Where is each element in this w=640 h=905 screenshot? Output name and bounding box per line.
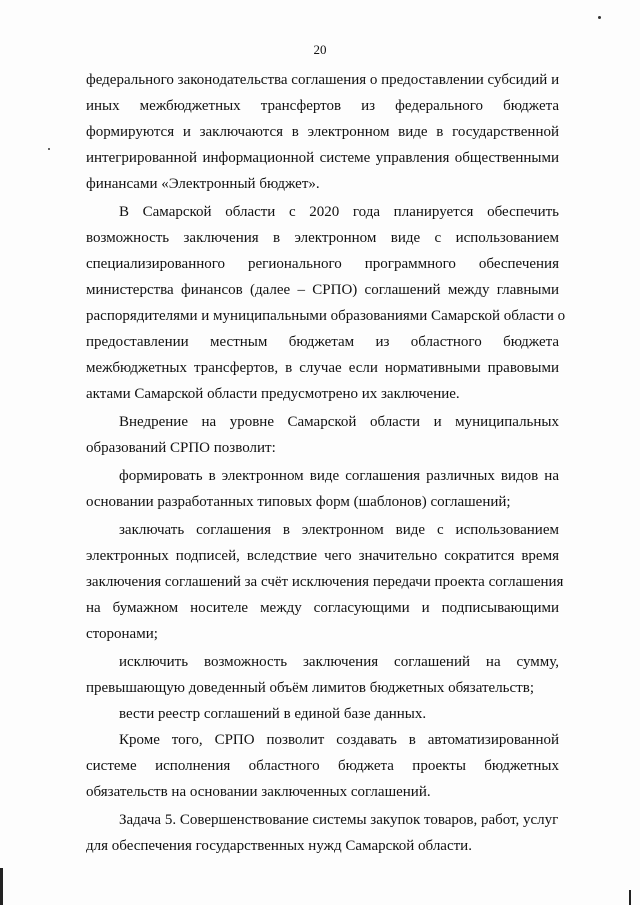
text-line: сторонами; — [86, 626, 158, 642]
text-line: обязательств на основании заключенных соглашений. — [86, 784, 431, 800]
paragraph-first-line: Задача 5. Совершенствование системы закупок товаров, работ, услуг — [119, 812, 559, 828]
text-line: предоставлении местным бюджетам из областного бюджета — [86, 334, 559, 350]
text-line: на бумажном носителе между согласующими и подписывающими — [86, 600, 559, 616]
text-line: финансами «Электронный бюджет». — [86, 176, 320, 192]
list-item-first-line: формировать в электронном виде соглашения различных видов на — [119, 468, 559, 484]
text-line: федерального законодательства соглашения о предоставлении субсидий и — [86, 72, 560, 88]
paragraph-first-line: Кроме того, СРПО позволит создавать в автоматизированной — [119, 732, 559, 748]
list-item-first-line: вести реестр соглашений в единой базе данных. — [119, 706, 427, 722]
text-line: превышающую доведенный объём лимитов бюджетных обязательств; — [86, 680, 534, 696]
text-line: формируются и заключаются в электронном виде в государственной — [86, 124, 559, 140]
text-line: распорядителями и муниципальными образованиями Самарской области о — [86, 308, 566, 324]
scan-edge-mark — [0, 868, 3, 905]
paragraph-first-line: Внедрение на уровне Самарской области и муниципальных — [119, 414, 559, 430]
text-line: электронных подписей, вследствие чего значительно сократится время — [86, 548, 559, 564]
text-line: для обеспечения государственных нужд Самарской области. — [86, 838, 472, 854]
text-line: заключения соглашений за счёт исключения передачи проекта соглашения — [86, 574, 564, 590]
list-item-first-line: исключить возможность заключения соглашений на сумму, — [119, 654, 559, 670]
text-line: интегрированной информационной системе управления общественными — [86, 150, 559, 166]
text-line: образований СРПО позволит: — [86, 440, 276, 456]
text-line: основании разработанных типовых форм (шаблонов) соглашений; — [86, 494, 511, 510]
list-item-first-line: заключать соглашения в электронном виде с использованием — [119, 522, 559, 538]
text-line: актами Самарской области предусмотрено их заключение. — [86, 386, 460, 402]
scan-speck — [48, 148, 50, 150]
text-line: специализированного регионального программного обеспечения — [86, 256, 559, 272]
scan-speck — [598, 16, 601, 19]
text-line: иных межбюджетных трансфертов из федерального бюджета — [86, 98, 559, 114]
text-line: межбюджетных трансфертов, в случае если нормативными правовыми — [86, 360, 559, 376]
paragraph-first-line: В Самарской области с 2020 года планируется обеспечить — [119, 204, 559, 220]
scan-edge-mark — [629, 890, 631, 905]
text-line: министерства финансов (далее – СРПО) соглашений между главными — [86, 282, 559, 298]
page-number: 20 — [313, 42, 327, 57]
text-line: возможность заключения в электронном виде с использованием — [86, 230, 559, 246]
text-line: системе исполнения областного бюджета проекты бюджетных — [86, 758, 559, 774]
